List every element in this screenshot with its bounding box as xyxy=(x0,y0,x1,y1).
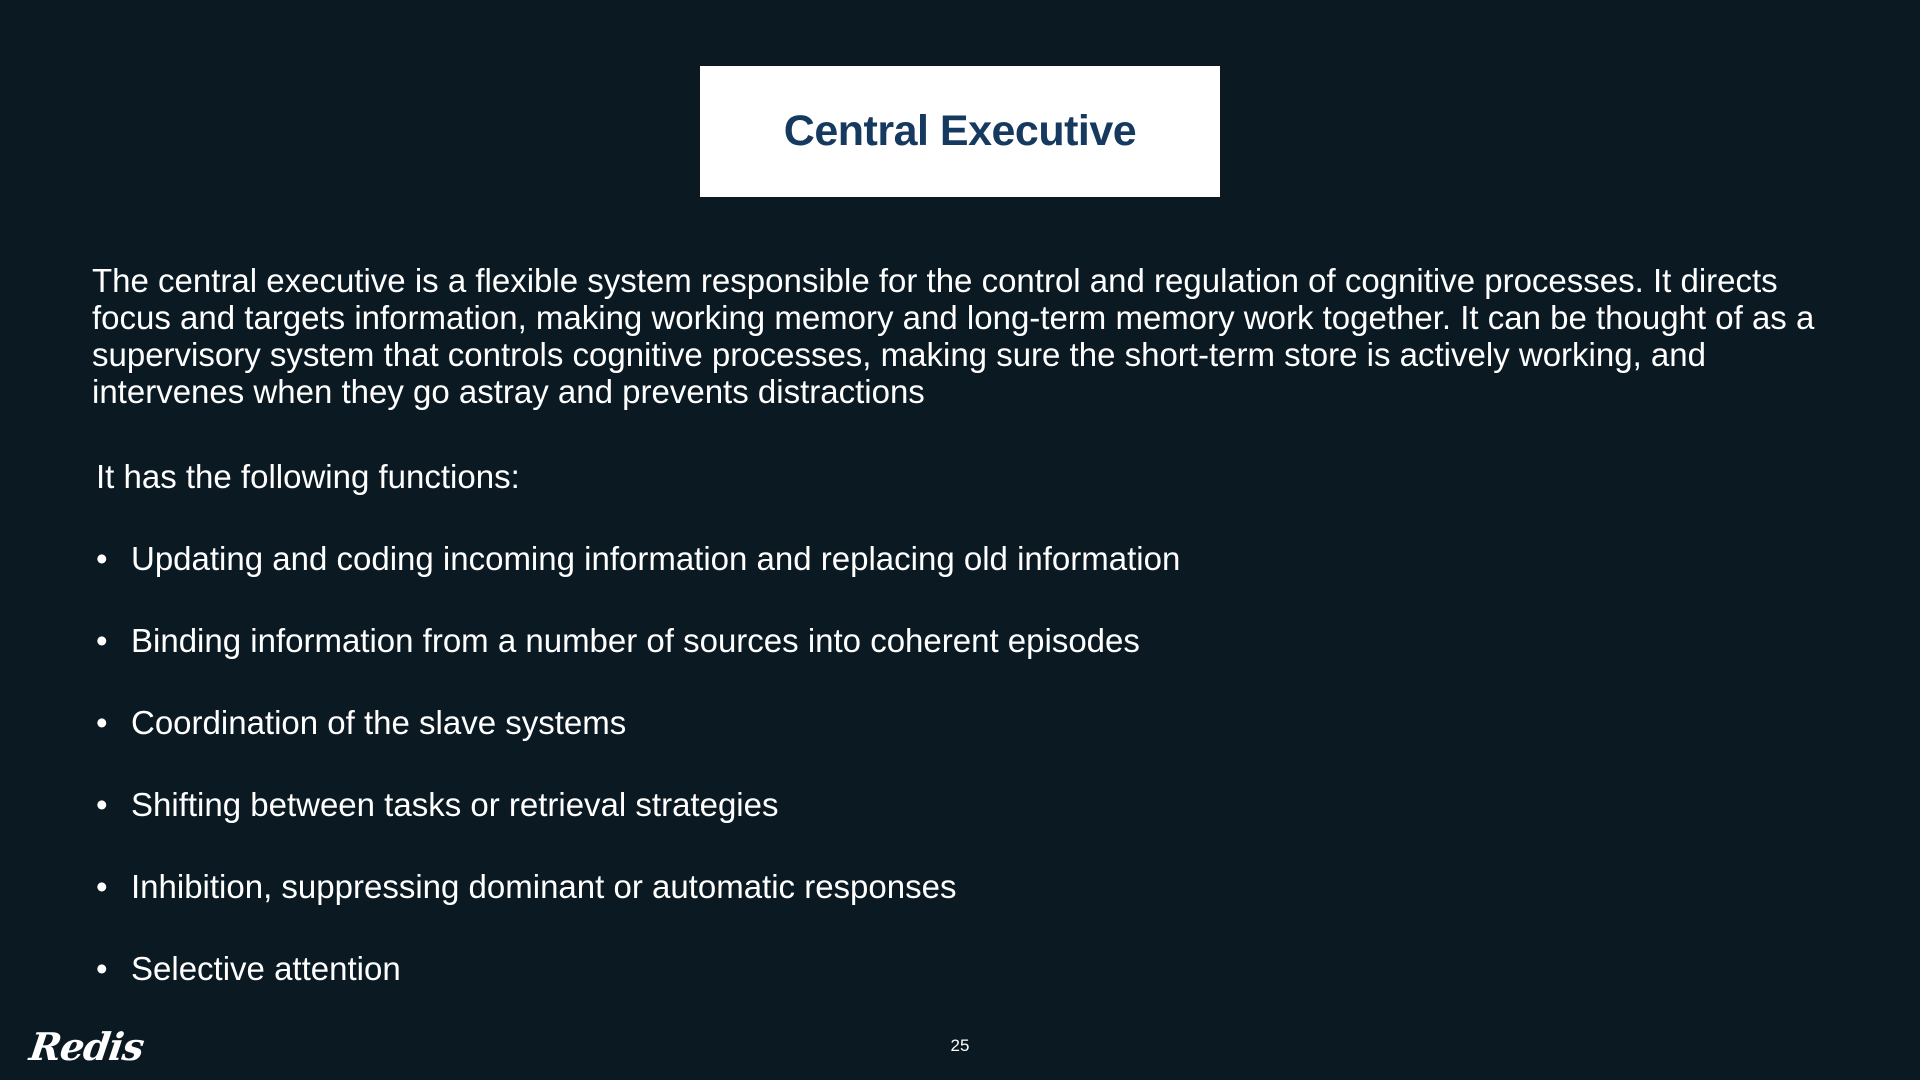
bullet-icon: • xyxy=(96,950,108,987)
functions-list xyxy=(96,539,1180,989)
page-number: 25 xyxy=(950,1036,970,1055)
title-box xyxy=(700,66,1220,197)
redis-logo: Redis xyxy=(26,1024,147,1069)
bullet-icon: • xyxy=(96,540,108,577)
intro-paragraph: The central executive is a flexible system responsible for the control and regulation of cognitive processes. It directs focus and targets information, making working memory and long-term memory work together. It can be thought of as a supervisory system that controls cognitive processes, making sure the short-term store is actively working, and intervenes when they go astray and prevents distractions xyxy=(92,262,1815,410)
list-item-text: Inhibition, suppressing dominant or automatic responses xyxy=(131,868,957,905)
bullet-icon: • xyxy=(96,704,108,741)
list-item xyxy=(96,703,1180,743)
list-item xyxy=(96,867,1180,907)
bullet-icon: • xyxy=(96,786,108,823)
list-item xyxy=(96,539,1180,579)
slide-title: Central Executive xyxy=(783,107,1137,155)
list-item-text: Coordination of the slave systems xyxy=(131,704,627,741)
list-item xyxy=(96,621,1180,661)
bullet-icon: • xyxy=(96,868,108,905)
list-item-text: Updating and coding incoming information and replacing old information xyxy=(131,540,1181,577)
list-item-text: Shifting between tasks or retrieval strategies xyxy=(131,786,779,823)
list-item-text: Binding information from a number of sources into coherent episodes xyxy=(131,622,1140,659)
list-item xyxy=(96,785,1180,825)
list-item xyxy=(96,949,1180,989)
list-item-text: Selective attention xyxy=(131,950,401,987)
functions-lead: It has the following functions: xyxy=(96,458,520,495)
bullet-icon: • xyxy=(96,622,108,659)
